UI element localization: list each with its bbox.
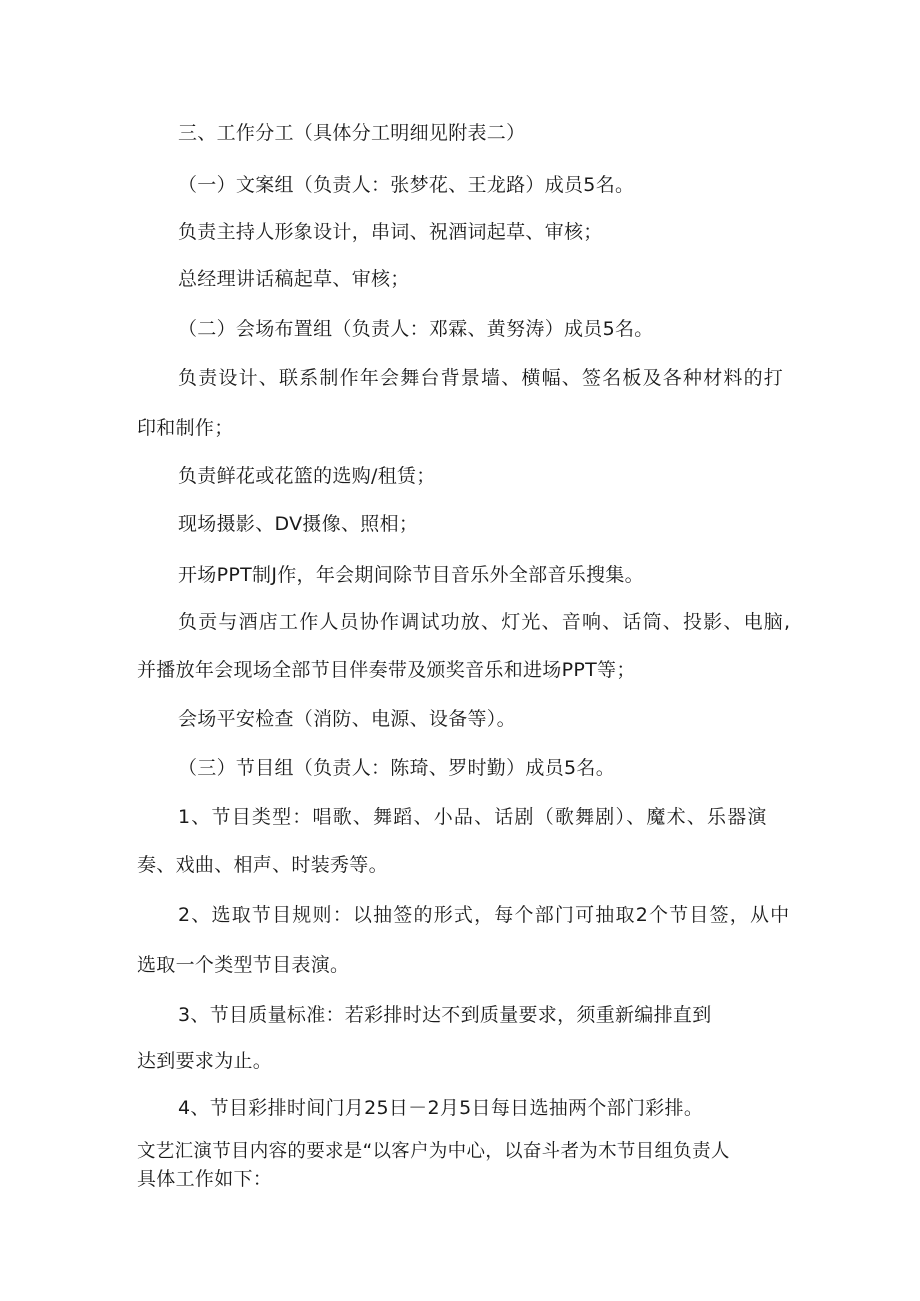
- paragraph-line: 总经理讲话稿起草、审核；: [178, 268, 410, 290]
- paragraph-line: 负责主持人形象设计，串词、祝酒词起草、审核；: [178, 221, 603, 243]
- list-item-line: 达到要求为止。: [137, 1050, 273, 1072]
- paragraph-line: 会场平安检查（消防、电源、设备等）。: [178, 708, 516, 730]
- list-item-line: 3、节目质量标准：若彩排时达不到质量要求，须重新编排直到: [178, 1004, 712, 1026]
- subsection-heading: （三）节目组（负责人：陈琦、罗时勤）成员5名。: [178, 757, 615, 779]
- paragraph-line: 负责设计、联系制作年会舞台背景墙、横幅、签名板及各种材料的打: [178, 367, 785, 389]
- subsection-heading: （二）会场布置组（负责人：邓霖、黄努涛）成员5名。: [178, 318, 654, 340]
- paragraph-line: 现场摄影、DV摄像、照相；: [178, 513, 419, 535]
- paragraph-line: 负责鲜花或花篮的选购/租赁；: [178, 465, 436, 487]
- list-item-line: 奏、戏曲、相声、时装秀等。: [137, 854, 388, 876]
- paragraph-line: 并播放年会现场全部节目伴奏带及颁奖音乐和进场PPT等；: [137, 659, 636, 681]
- paragraph-line: 开场PPT制J作，年会期间除节目音乐外全部音乐搜集。: [178, 564, 644, 586]
- paragraph-line: 具体工作如下：: [137, 1168, 273, 1190]
- paragraph-line: 文艺汇演节目内容的要求是“以客户为中心，以奋斗者为木节目组负责人: [137, 1141, 730, 1162]
- section-heading: 三、工作分工（具体分工明细见附表二）: [178, 122, 526, 144]
- paragraph-line: 印和制作；: [137, 417, 234, 439]
- subsection-heading: （一）文案组（负责人：张梦花、王龙路）成员5名。: [178, 174, 635, 196]
- list-item-line: 1、节目类型：唱歌、舞蹈、小品、话剧（歌舞剧）、魔术、乐器演: [178, 806, 768, 828]
- paragraph-line: 负贡与酒店工作人员协作调试功放、灯光、音响、话筒、投影、电脑,: [178, 611, 792, 633]
- list-item-line: 4、节目彩排时间门月25日－2月5日每日选抽两个部门彩排。: [178, 1097, 704, 1119]
- list-item-line: 选取一个类型节目表演。: [137, 954, 350, 976]
- list-item-line: 2、选取节目规则：以抽签的形式，每个部门可抽取2个节目签，从中: [178, 904, 791, 926]
